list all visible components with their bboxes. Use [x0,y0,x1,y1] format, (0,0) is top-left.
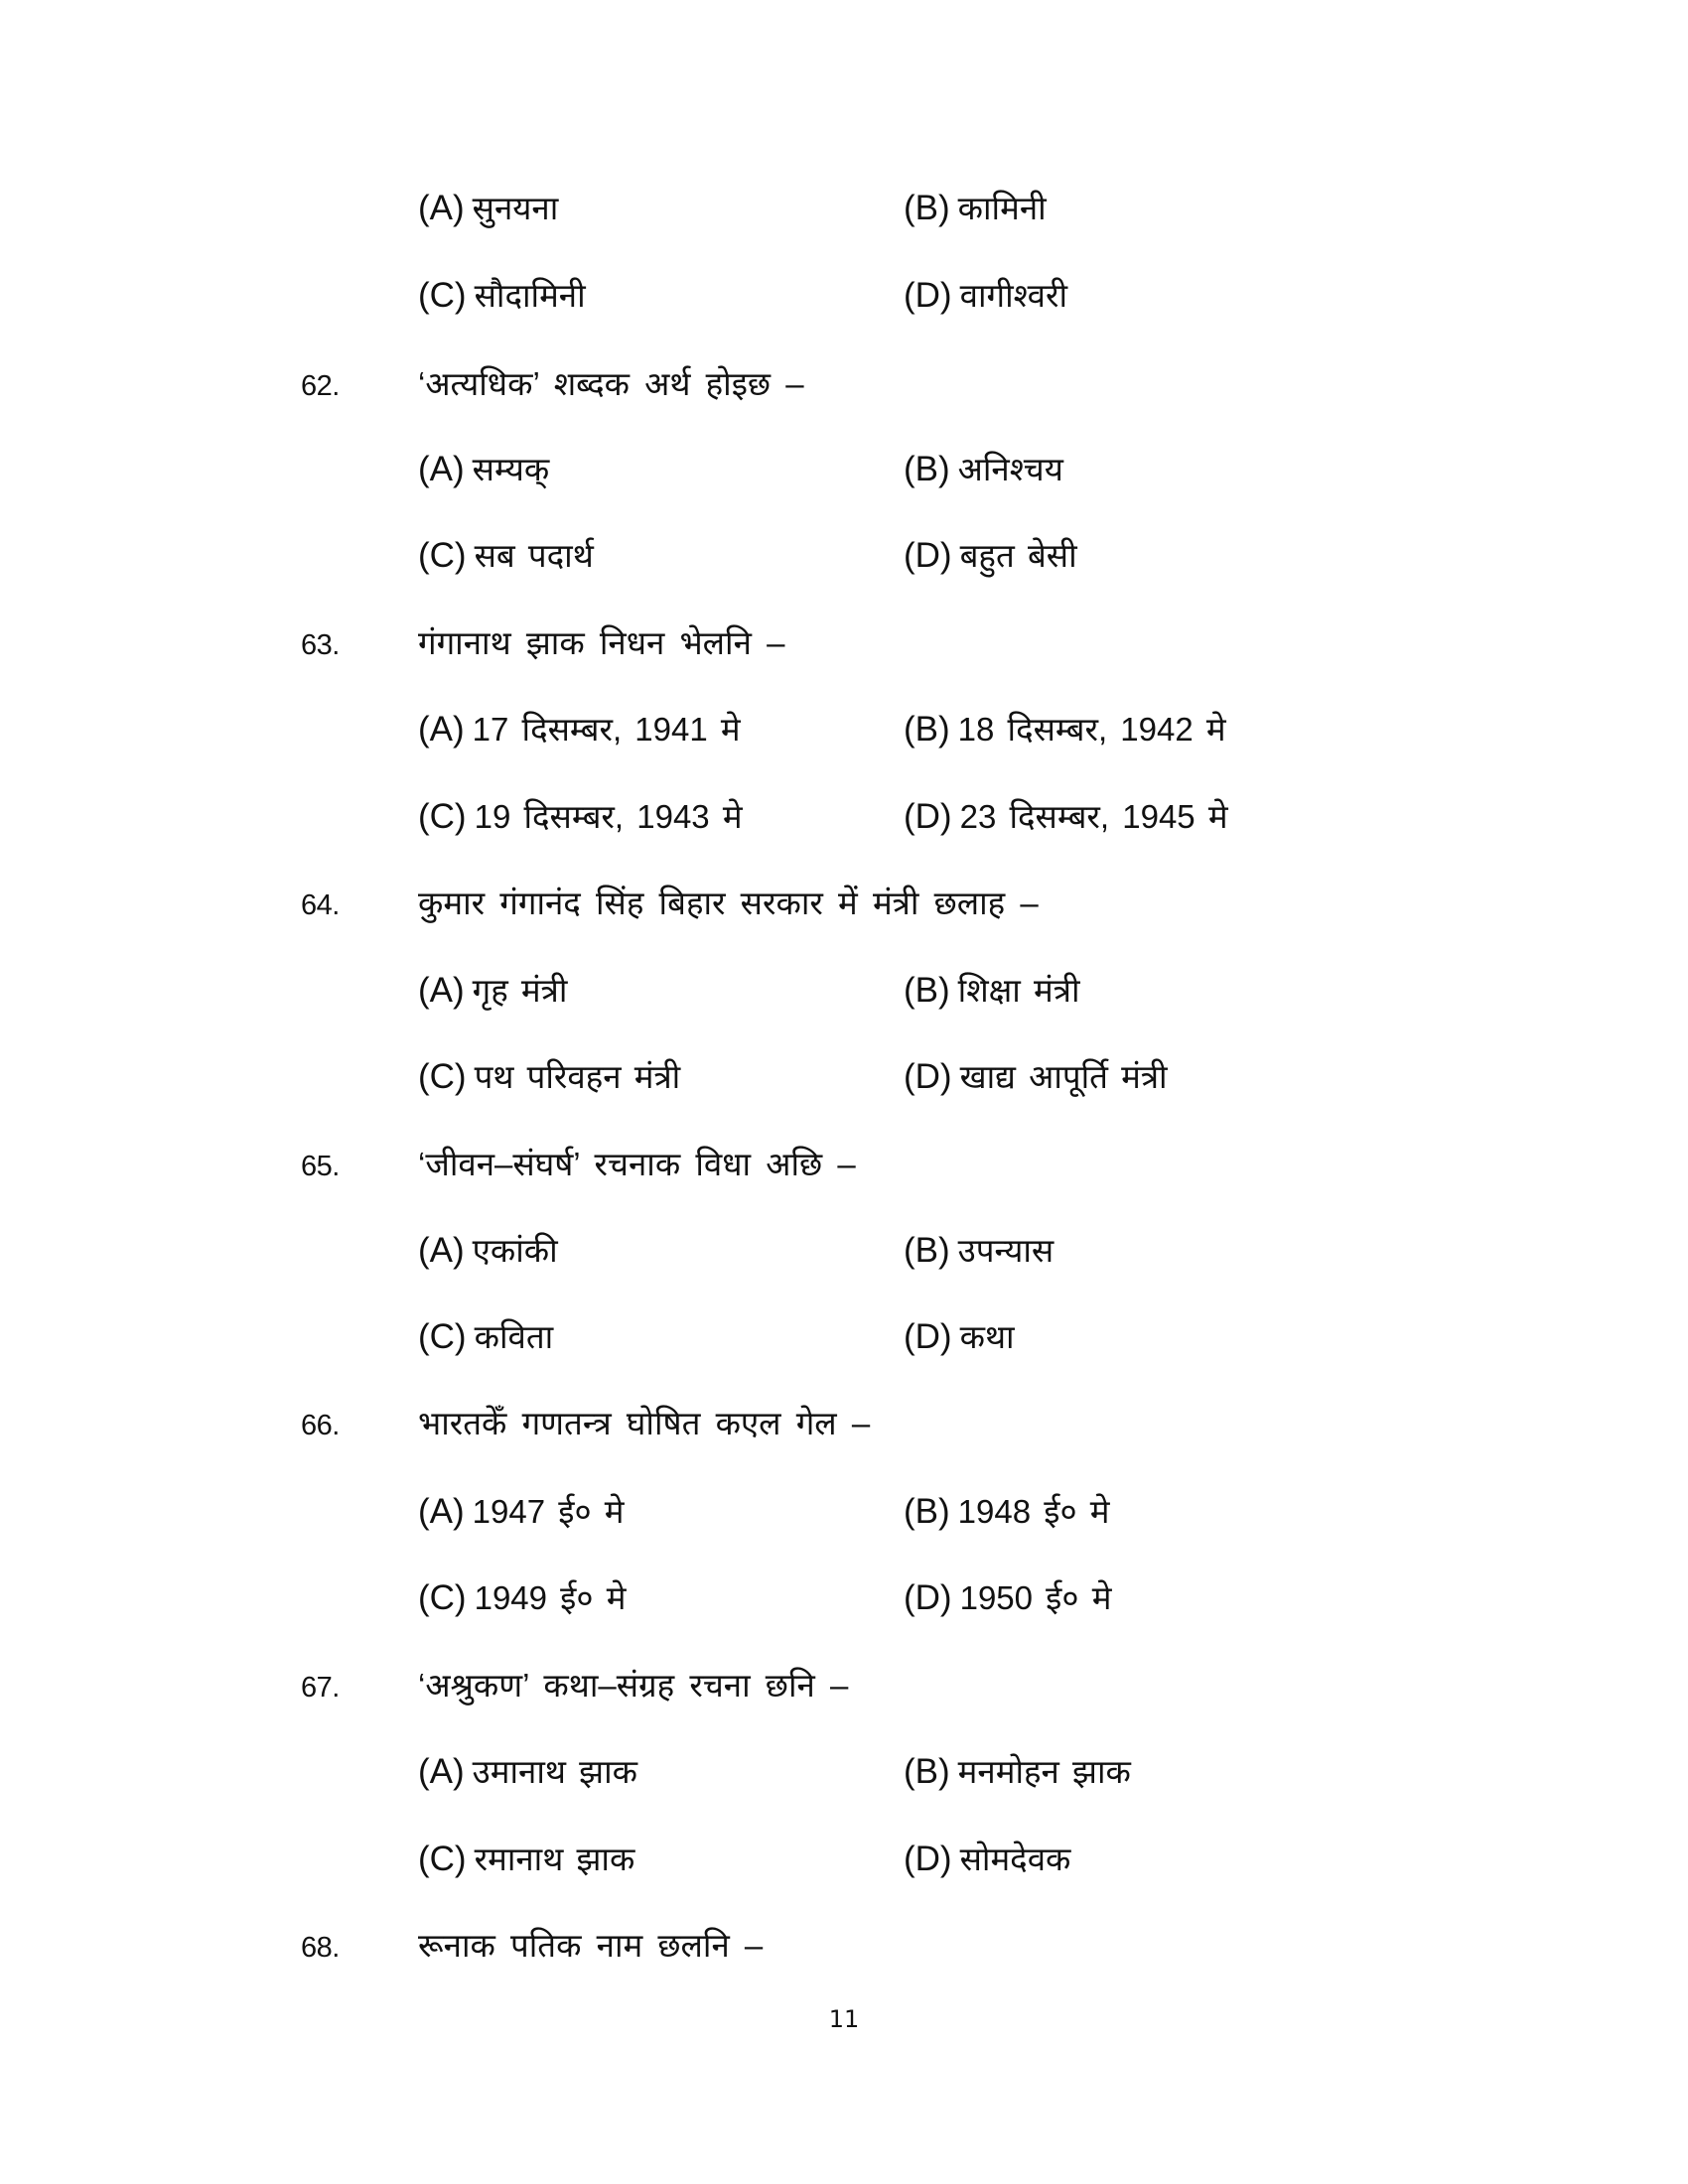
option-a [418,187,558,230]
question-text: गंगानाथ झाक निधन भेलनि – [418,624,785,661]
option-text: रमानाथ झाक [474,1841,635,1877]
option-row [0,1748,1688,1798]
question-row [0,619,1688,669]
option-text: उमानाथ झाक [472,1753,637,1790]
option-letter: (D) [904,276,952,315]
option-row [0,272,1688,322]
option-text: कामिनी [957,190,1047,226]
option-text: 19 दिसम्बर, 1943 मे [474,798,743,835]
option-letter: (B) [904,1231,950,1270]
option-letter: (C) [418,536,467,575]
option-text: कथा [959,1318,1015,1355]
option-text: मनमोहन झाक [957,1753,1131,1790]
option-a [418,448,549,491]
question-number: 62. [301,370,340,402]
option-text: 1947 ई० मे [472,1493,625,1530]
option-text: सौदामिनी [474,277,586,314]
question-number: 63. [301,629,340,661]
option-letter: (A) [418,1231,465,1270]
question-text: ‘अत्यधिक’ शब्दक अर्थ होइछ – [418,365,804,402]
option-c [418,1576,626,1620]
option-text: उपन्यास [957,1232,1055,1269]
option-letter: (D) [904,797,952,836]
option-letter: (C) [418,1578,467,1617]
question-row [0,880,1688,929]
question-row [0,1662,1688,1711]
option-text: सुनयना [472,190,559,226]
option-letter: (B) [904,450,950,488]
option-text: गृह मंत्री [472,972,568,1009]
option-letter: (A) [418,1492,465,1531]
option-row [0,185,1688,234]
option-c [418,1055,680,1099]
option-letter: (B) [904,710,950,749]
option-text: 17 दिसम्बर, 1941 मे [472,711,741,748]
option-letter: (D) [904,1840,952,1878]
option-row [0,967,1688,1017]
option-d [904,1055,1168,1099]
option-row [0,706,1688,755]
option-text: खाद्य आपूर्ति मंत्री [959,1058,1168,1095]
option-b [904,187,1047,230]
option-b [904,1229,1054,1273]
option-c [418,1838,634,1881]
option-text: 1950 ई० मे [959,1579,1112,1616]
option-letter: (B) [904,1492,950,1531]
option-letter: (A) [418,189,465,227]
option-row [0,793,1688,843]
option-c [418,1315,553,1359]
option-letter: (B) [904,1752,950,1791]
question-text: ‘अश्रुकण’ कथा–संग्रह रचना छनि – [418,1667,849,1704]
option-letter: (B) [904,189,950,227]
question-number: 66. [301,1410,340,1441]
option-text: कविता [474,1318,554,1355]
option-a [418,1490,625,1534]
option-b [904,708,1226,751]
option-row [0,1053,1688,1103]
option-row [0,532,1688,582]
question-text: भारतकेँ गणतन्त्र घोषित कएल गेल – [418,1405,871,1441]
option-text: अनिश्चय [957,451,1063,487]
option-d [904,1838,1070,1881]
option-text: शिक्षा मंत्री [957,972,1080,1009]
question-number: 68. [301,1932,340,1964]
option-row [0,1313,1688,1363]
page-number: 11 [828,2005,860,2033]
option-letter: (C) [418,1057,467,1096]
question-row [0,360,1688,410]
option-text: एकांकी [472,1232,558,1269]
option-letter: (D) [904,1578,952,1617]
option-a [418,1229,558,1273]
option-row [0,446,1688,495]
question-number: 67. [301,1672,340,1704]
option-d [904,795,1228,839]
question-number: 65. [301,1151,340,1182]
option-letter: (D) [904,1057,952,1096]
option-row [0,1574,1688,1624]
option-a [418,1750,637,1794]
option-text: 1949 ई० मे [474,1579,627,1616]
option-text: 18 दिसम्बर, 1942 मे [957,711,1226,748]
option-b [904,1490,1110,1534]
option-letter: (A) [418,1752,465,1791]
option-text: 1948 ई० मे [957,1493,1110,1530]
option-c [418,274,586,318]
option-row [0,1488,1688,1538]
option-c [418,534,594,578]
option-letter: (C) [418,276,467,315]
option-d [904,534,1077,578]
option-letter: (A) [418,971,465,1010]
option-a [418,708,741,751]
question-row [0,1922,1688,1972]
option-letter: (A) [418,450,465,488]
question-row [0,1400,1688,1449]
option-a [418,969,567,1013]
option-text: बहुत बेसी [959,537,1077,574]
option-text: सम्यक् [472,451,550,487]
question-text: रूनाक पतिक नाम छलनि – [418,1927,764,1964]
option-text: सब पदार्थ [474,537,594,574]
option-letter: (C) [418,797,467,836]
option-row [0,1227,1688,1277]
option-text: पथ परिवहन मंत्री [474,1058,681,1095]
option-letter: (D) [904,1317,952,1356]
option-text: सोमदेवक [959,1841,1071,1877]
option-text: 23 दिसम्बर, 1945 मे [959,798,1228,835]
option-d [904,1576,1111,1620]
option-text: वागीश्वरी [959,277,1068,314]
option-letter: (C) [418,1317,467,1356]
option-d [904,1315,1015,1359]
option-letter: (D) [904,536,952,575]
option-letter: (B) [904,971,950,1010]
option-letter: (A) [418,710,465,749]
question-row [0,1141,1688,1190]
question-number: 64. [301,889,340,921]
option-b [904,969,1080,1013]
question-text: ‘जीवन–संघर्ष’ रचनाक विधा अछि – [418,1146,856,1182]
option-c [418,795,743,839]
option-d [904,274,1067,318]
option-letter: (C) [418,1840,467,1878]
question-text: कुमार गंगानंद सिंह बिहार सरकार में मंत्री छलाह – [418,885,1039,921]
option-b [904,1750,1131,1794]
option-b [904,448,1063,491]
option-row [0,1836,1688,1885]
